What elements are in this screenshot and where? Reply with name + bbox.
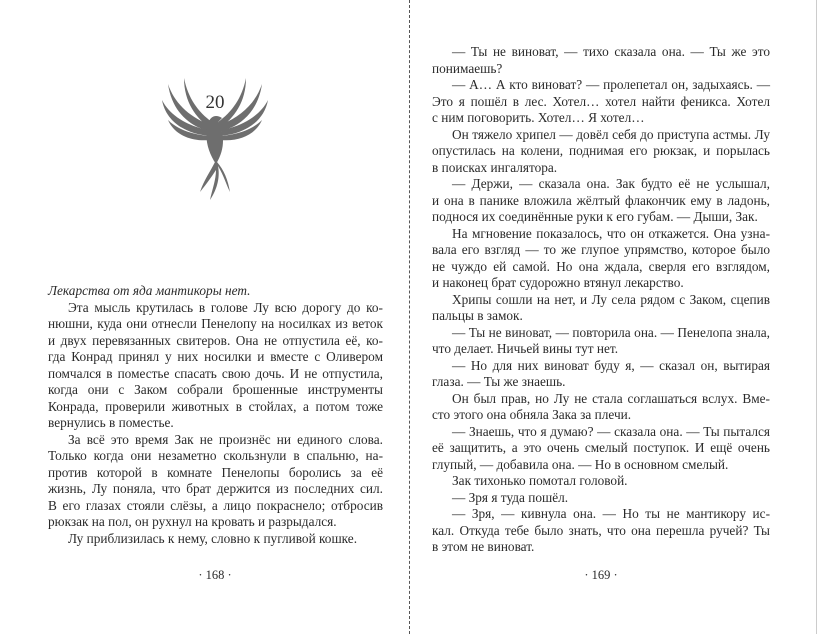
page-number-left: · 168 · [198, 568, 232, 582]
text-line: не чуждо ей самой. Но она ждала, сверля его взглядом, [432, 258, 770, 274]
page-edge [816, 0, 817, 634]
text-line: вернулись в поместье. [48, 415, 174, 430]
text-line: глаза. — Ты же знаешь. [432, 374, 566, 389]
text-line: Лекарства от яда мантикоры нет. [48, 283, 251, 298]
text-line: понимаешь? [432, 60, 503, 76]
text-line: — Знаешь, что я думаю? — сказала она. — Ты пытался [452, 423, 770, 439]
text-line: Зак тихонько помотал головой. [452, 473, 628, 488]
text-line: пальцы в замок. [432, 308, 523, 323]
text-line: Хрипы сошли на нет, и Лу села рядом с Заком, сцепив [452, 291, 770, 307]
right-page [411, 0, 819, 634]
text-line: — Ты не виноват, — повторила она. — Пенелопа знала, [452, 324, 770, 340]
text-line: в поисках ингалятора. [432, 159, 558, 175]
text-line: нюшни, куда они отнесли Пенелопу на носилках из веток [48, 316, 383, 331]
text-line: — А… А кто виноват? — пролепетал он, задыхаясь. — [452, 77, 770, 92]
chapter-number: 20 [205, 92, 225, 113]
text-line: — Ты не виноват, — тихо сказала она. — Ты же это [452, 44, 770, 59]
text-line: помчался в поместье спасать свою дочь. И не отпустила, [48, 365, 383, 381]
page-divider [409, 0, 410, 634]
text-line: Он тяжело хрипел — довёл себя до приступа астмы. Лу [452, 126, 770, 142]
text-line: На мгновение показалось, что он откажется. Она узна- [452, 225, 770, 241]
text-line: вала его взгляд — то же глупое упрямство, которое было [432, 242, 770, 257]
text-line: — Но для них виноват буду я, — сказал он, вытирая [452, 357, 770, 373]
text-line: — Держи, — сказала она. Зак будто её не услышал, [452, 176, 770, 191]
text-line: рюкзак на пол, он рухнул на кровать и разрыдался. [48, 514, 337, 529]
text-line: Это я пошёл в лес. Хотел… хотел найти феникса. Хотел [432, 93, 770, 109]
text-line: За всё это время Зак не произнёс ни единого слова. [68, 431, 383, 447]
text-line: — Зря, — кивнула она. — Но ты не мантикору ис- [452, 506, 770, 521]
text-line: Конрада, проверили животных в стойлах, а потом тоже [48, 398, 383, 414]
text-line: когда они с Заком собрали брошенные инструменты [48, 382, 383, 397]
text-line: Лу приблизилась к нему, словно к пугливой кошке. [68, 530, 358, 546]
text-line: в этом не виноват. [432, 539, 535, 554]
text-line: с ним поговорить. Хотел… Я хотел… [432, 110, 645, 125]
text-line: глупый, — добавила она. — Но в основном смелый. [432, 456, 729, 472]
text-line: — Зря я туда пошёл. [452, 489, 569, 505]
text-line: против которой в комнате Пенелопы боролись за её [48, 464, 383, 480]
text-line: Эта мысль крутилась в голове Лу всю дорогу до ко- [68, 299, 383, 315]
text-line: сто этого она обняла Зака за плечи. [432, 407, 632, 422]
text-line: и она в панике вложила жёлтый флакончик ему в ладонь, [432, 192, 770, 208]
text-line: Только когда они незаметно скользнули в спальню, на- [48, 448, 383, 463]
text-line: Он был прав, но Лу не стала соглашаться вслух. Вме- [452, 390, 770, 406]
text-line: опустилась на колени, поднимая его рюкзак, и порылась [432, 143, 770, 158]
text-line: гда Конрад принял у них носилки и вместе с Оливером [48, 349, 383, 364]
left-page-text [48, 283, 383, 547]
right-page-text [432, 44, 770, 556]
text-line: жизнь, Лу поняла, что брат держится из последних сил. [48, 481, 383, 496]
text-line: В его глазах стояли слёзы, а лицо покраснело; отбросив [48, 497, 383, 513]
left-page [0, 0, 409, 634]
page-number-right: · 169 · [584, 568, 618, 582]
text-line: её защитить, а это очень смелый поступок. И ещё очень [432, 440, 770, 455]
text-line: что делает. Ничьей вины тут нет. [432, 341, 619, 356]
text-line: поднося их соединённые руки к его губам. — Дыши, Зак. [432, 209, 758, 224]
text-line: и наконец брат судорожно втянул лекарство. [432, 275, 684, 290]
text-line: кал. Откуда тебе было знать, что она перешла ручей? Ты [432, 522, 770, 538]
text-line: и двух перевязанных свитеров. Она не отпустила её, ко- [48, 332, 383, 348]
